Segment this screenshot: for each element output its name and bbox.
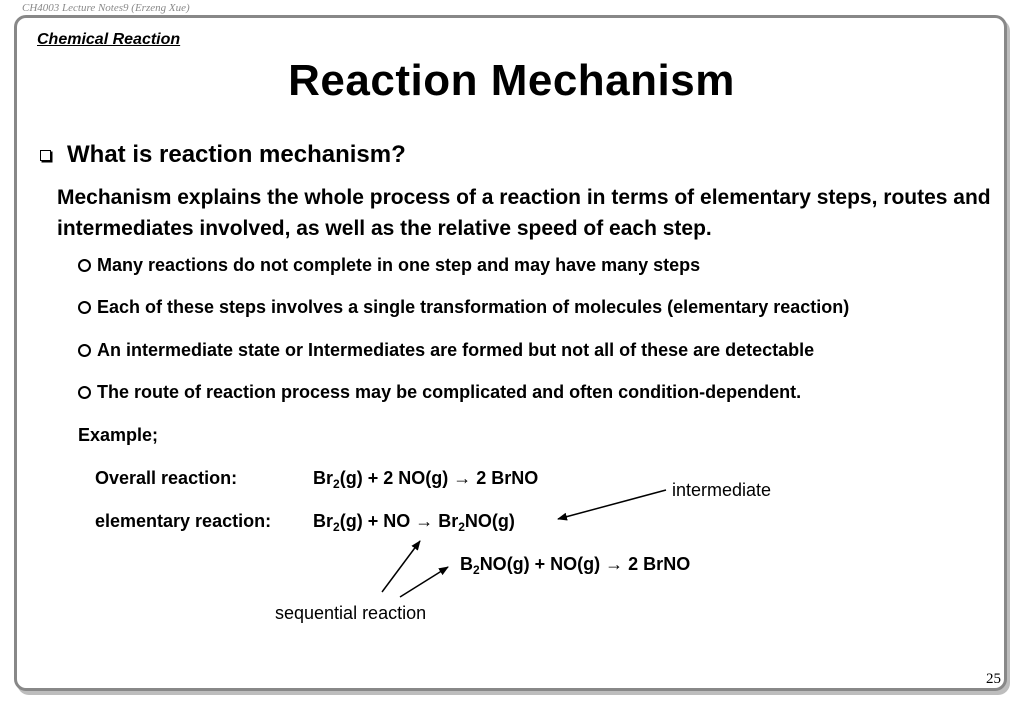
bullet-text: The route of reaction process may be complicated and often condition-dependent.: [97, 382, 802, 402]
eq-part: (g) + NO: [339, 511, 416, 531]
eq-subscript: 2: [458, 520, 465, 534]
reaction-arrow-icon: →: [415, 511, 434, 531]
bullet-text: Each of these steps involves a single transformation of molecules (elementary reaction): [97, 297, 850, 317]
sequential-annotation: sequential reaction: [275, 603, 427, 623]
slide-title: Reaction Mechanism: [288, 56, 735, 105]
eq-part: Br: [433, 511, 459, 531]
bullet-text: An intermediate state or Intermediates are formed but not all of these are detectable: [97, 340, 815, 360]
eq-part: Br: [313, 468, 334, 488]
elementary-reaction-label: elementary reaction:: [95, 511, 272, 531]
sequential-arrow-icon: [382, 541, 420, 592]
eq-part: 2 BrNO: [471, 468, 539, 488]
reaction-arrow-icon: →: [605, 554, 624, 574]
eq-subscript: 2: [473, 563, 480, 577]
intermediate-annotation: intermediate: [672, 480, 772, 500]
eq-part: B: [460, 554, 473, 574]
eq-part: NO(g) + NO(g): [479, 554, 606, 574]
question-text: What is reaction mechanism?: [67, 141, 406, 168]
eq-part: (g) + 2 NO(g): [339, 468, 454, 488]
section-label: Chemical Reaction: [37, 31, 181, 48]
overall-reaction-label: Overall reaction:: [95, 468, 238, 488]
eq-subscript: 2: [333, 477, 340, 491]
header-note: CH4003 Lecture Notes9 (Erzeng Xue): [22, 2, 190, 14]
eq-part: 2 BrNO: [623, 554, 691, 574]
eq-part: Br: [313, 511, 334, 531]
eq-subscript: 2: [333, 520, 340, 534]
sequential-arrow-icon: [400, 567, 448, 597]
eq-part: NO(g): [464, 511, 515, 531]
reaction-arrow-icon: →: [453, 468, 472, 488]
intermediate-arrow-icon: [558, 490, 666, 519]
page-number: 25: [986, 671, 1001, 687]
example-label: Example;: [78, 425, 159, 445]
definition-text: Mechanism explains the whole process of a reaction in terms of elementary steps, routes and intermediates involved, as well as the relative speed of each step.: [57, 186, 991, 240]
bullet-text: Many reactions do not complete in one step and may have many steps: [97, 255, 701, 275]
